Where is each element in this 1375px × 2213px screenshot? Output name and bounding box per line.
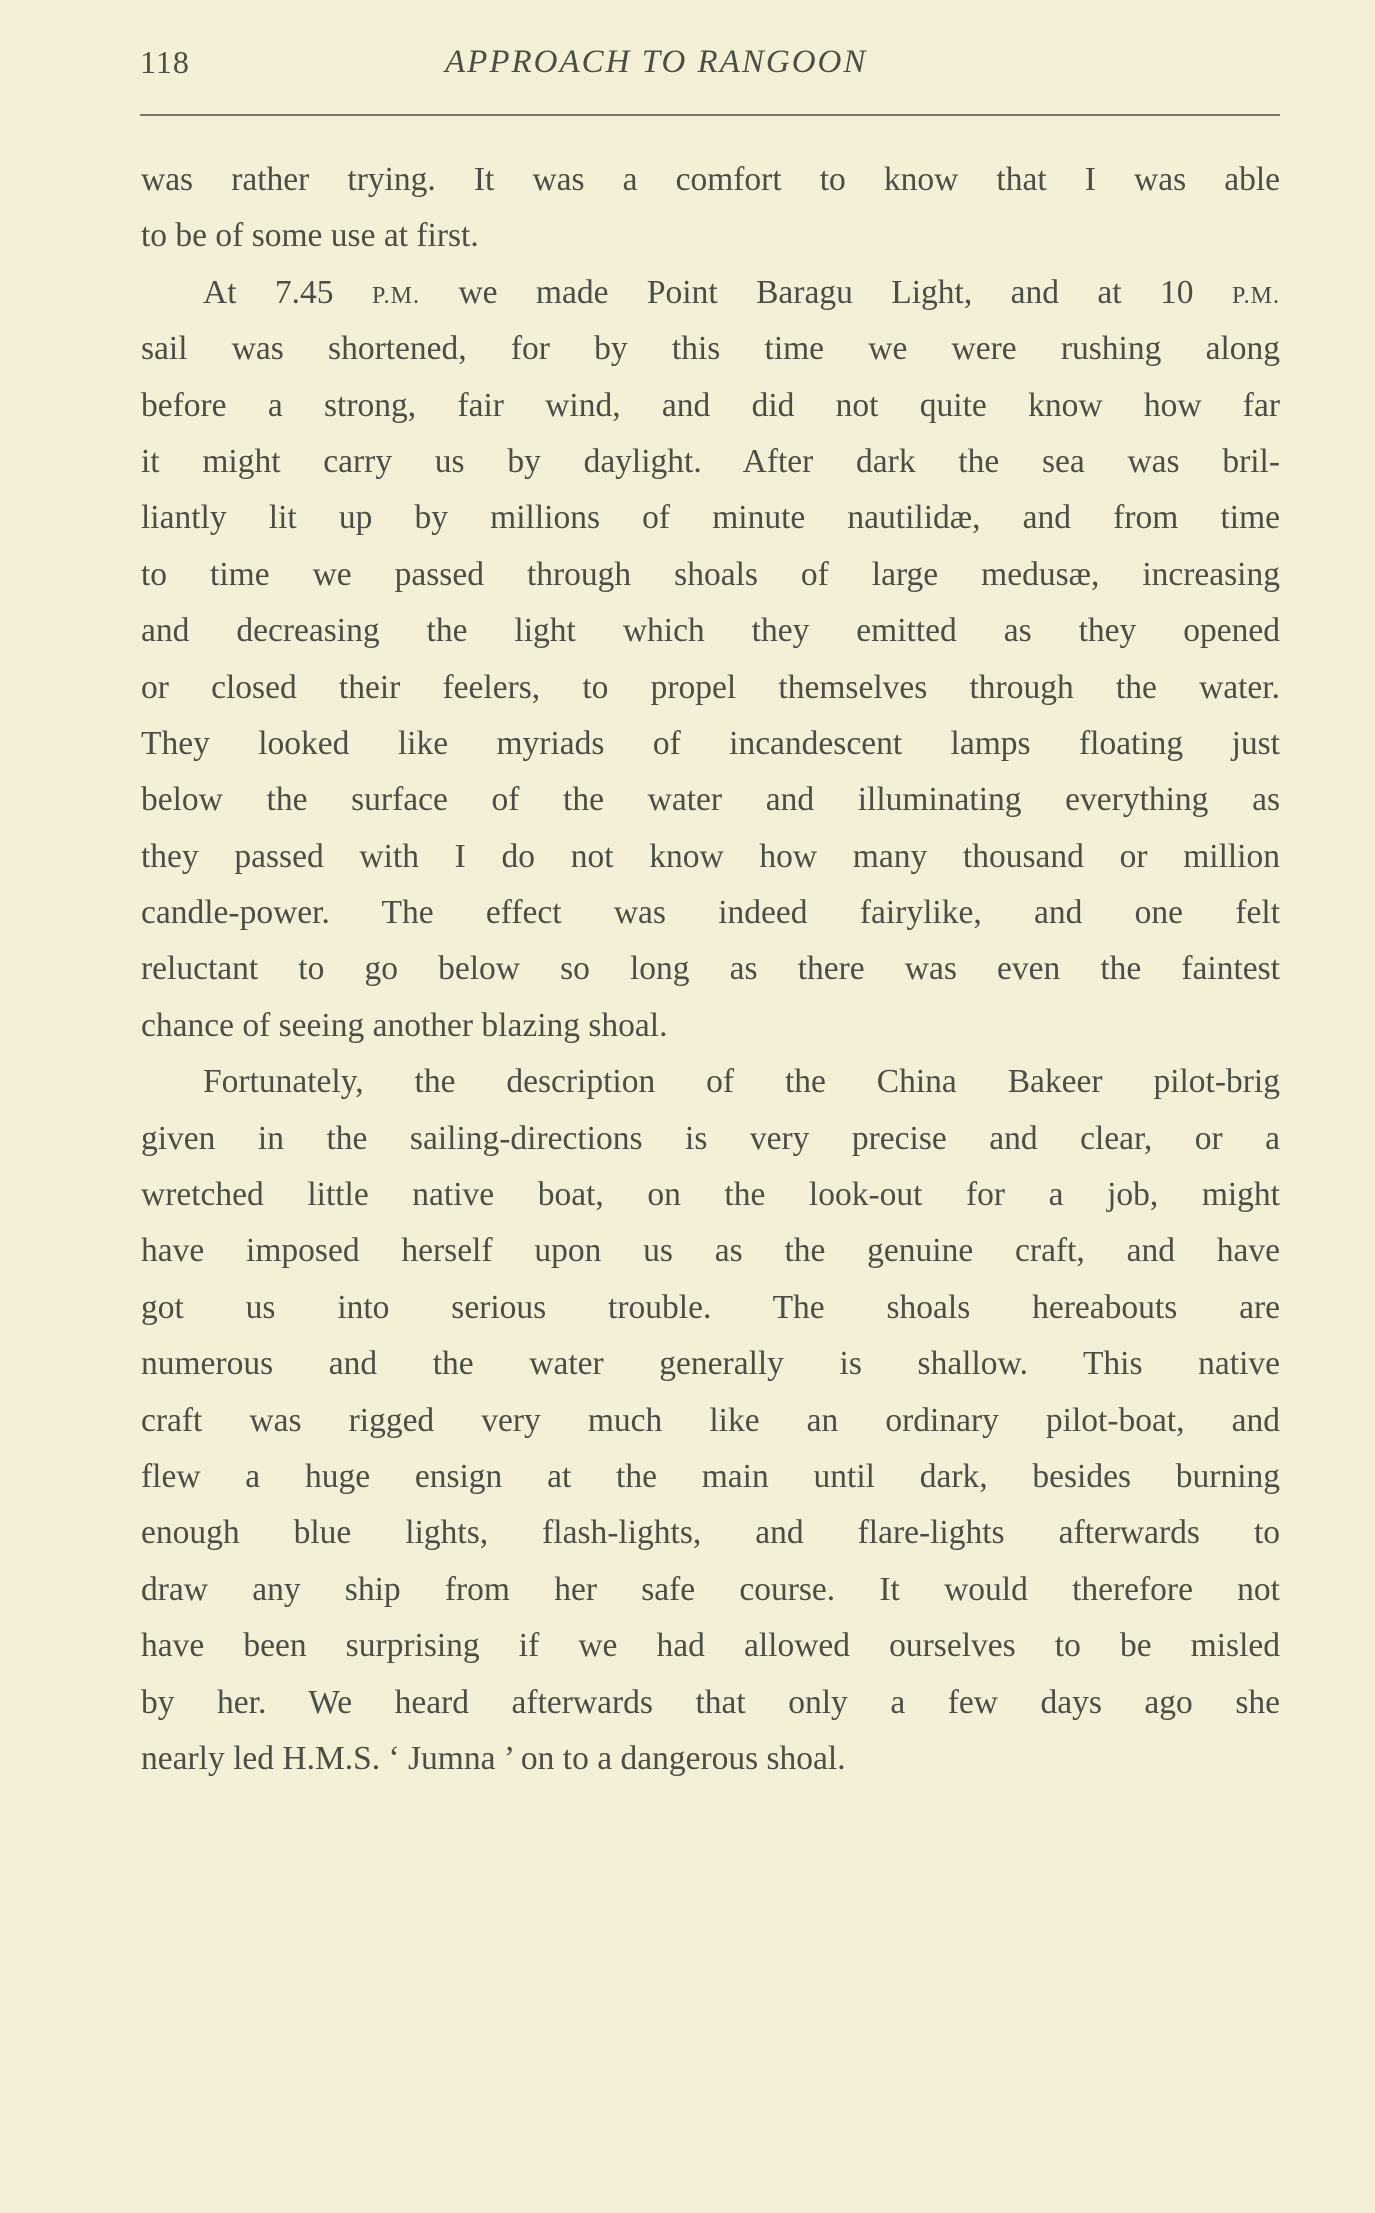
text-line: draw any ship from her safe course. It would therefore not (141, 1570, 1280, 1608)
text-line: reluctant to go below so long as there was even the faintest (141, 950, 1280, 988)
text-line: have imposed herself upon us as the genuine craft, and have (141, 1232, 1280, 1270)
paragraph (141, 265, 1280, 1054)
text-line: numerous and the water generally is shallow. This native (141, 1345, 1280, 1383)
text-line: craft was rigged very much like an ordinary pilot-boat, and (141, 1401, 1280, 1439)
text-line: and decreasing the light which they emitted as they opened (141, 612, 1280, 650)
text-line: At 7.45 P.M. we made Point Baragu Light, and at 10 P.M. (203, 273, 1280, 311)
text-line: they passed with I do not know how many thousand or million (141, 837, 1280, 875)
text-line: liantly lit up by millions of minute nautilidæ, and from time (141, 499, 1280, 537)
text-line: got us into serious trouble. The shoals hereabouts are (141, 1288, 1280, 1326)
text-line: have been surprising if we had allowed ourselves to be misled (141, 1627, 1280, 1665)
text-line: was rather trying. It was a comfort to know that I was able (141, 161, 1280, 198)
page-body (141, 152, 1280, 1787)
text-line: nearly led H.M.S. ‘ Jumna ’ on to a dangerous shoal. (141, 1739, 846, 1777)
text-line: sail was shortened, for by this time we were rushing along (141, 330, 1280, 368)
header-rule (140, 114, 1280, 116)
running-header (140, 44, 1280, 94)
text-line: given in the sailing-directions is very precise and clear, or a (141, 1119, 1280, 1157)
text-line: below the surface of the water and illuminating everything as (141, 781, 1280, 819)
text-line: to time we passed through shoals of large medusæ, increasing (141, 555, 1280, 593)
text-line: chance of seeing another blazing shoal. (141, 1006, 668, 1044)
text-line: candle-power. The effect was indeed fairylike, and one felt (141, 894, 1280, 932)
text-line: Fortunately, the description of the China Bakeer pilot-brig (203, 1063, 1280, 1101)
text-line: wretched little native boat, on the look-out for a job, might (141, 1176, 1280, 1214)
text-line: to be of some use at first. (141, 217, 479, 255)
paragraph (141, 152, 1280, 265)
text-line: flew a huge ensign at the main until dark, besides burning (141, 1457, 1280, 1495)
paragraph (141, 1054, 1280, 1787)
text-line: by her. We heard afterwards that only a few days ago she (141, 1683, 1280, 1721)
text-line: They looked like myriads of incandescent lamps floating just (141, 724, 1280, 762)
text-line: enough blue lights, flash-lights, and flare-lights afterwards to (141, 1514, 1280, 1552)
text-line: it might carry us by daylight. After dark the sea was bril- (141, 442, 1280, 480)
running-title: APPROACH TO RANGOON (445, 44, 868, 80)
page-number: 118 (140, 44, 190, 80)
text-line: before a strong, fair wind, and did not quite know how far (141, 386, 1280, 424)
text-line: or closed their feelers, to propel themselves through the water. (141, 668, 1280, 706)
